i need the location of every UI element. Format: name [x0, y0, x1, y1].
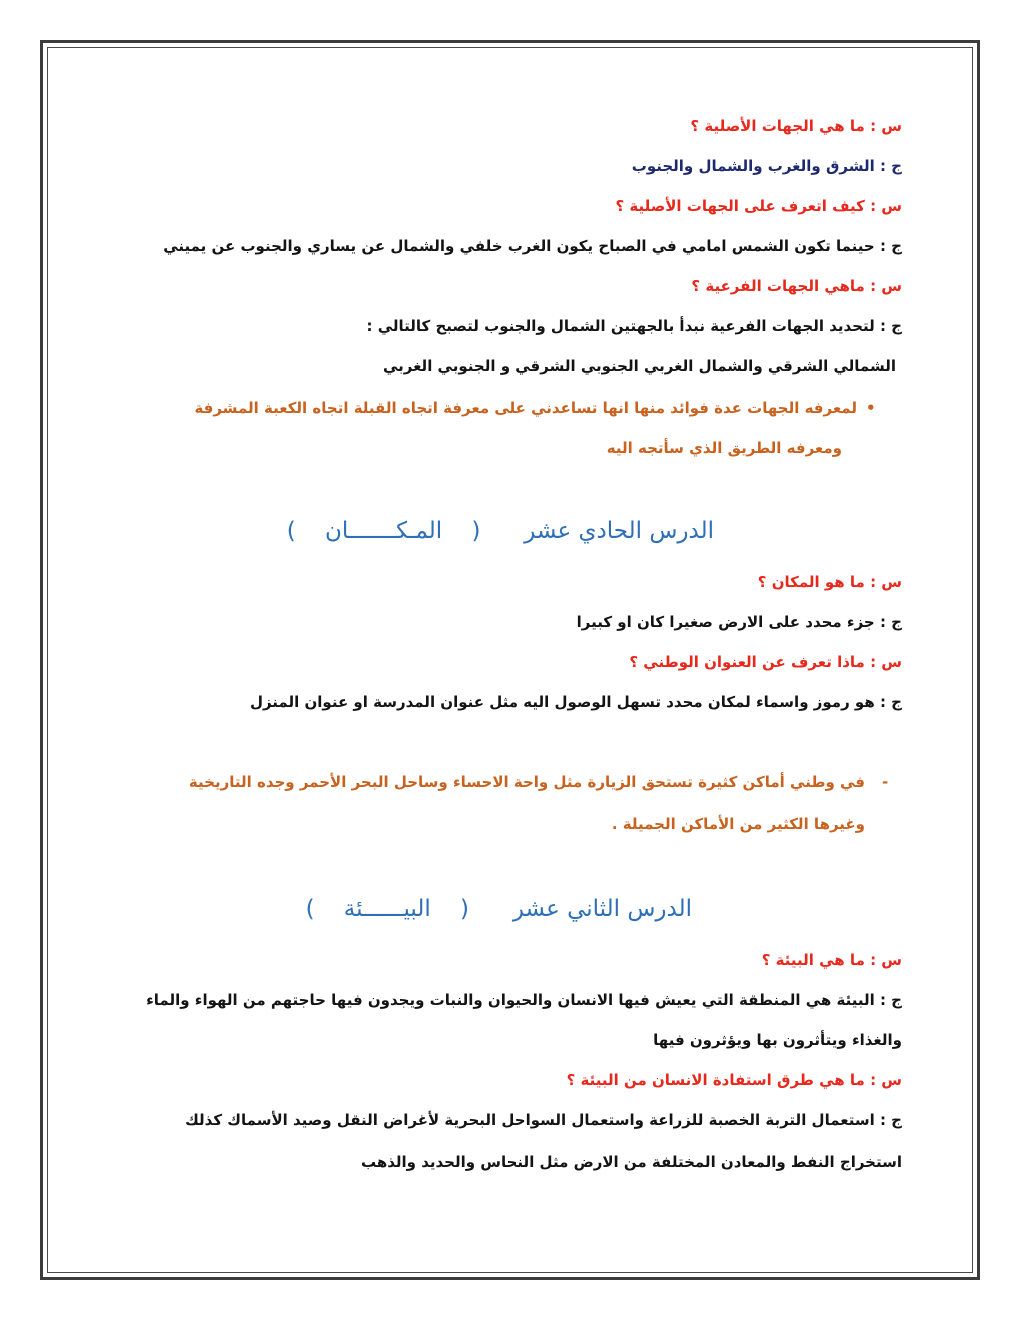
- question-main-directions: س : ما هي الجهات الأصلية ؟: [690, 117, 902, 135]
- answer-environment-benefits-line1: ج : استعمال التربة الخصبة للزراعة واستعمال السواحل البحرية لأغراض النقل وصيد الأسماك كذلك: [185, 1111, 902, 1129]
- bullet-marker: •: [866, 399, 876, 417]
- lesson-11-title: الدرس الحادي عشر ( المـكـــــــان ): [286, 518, 714, 544]
- dash-marker: -: [882, 773, 889, 791]
- answer-main-directions: ج : الشرق والغرب والشمال والجنوب: [631, 157, 902, 175]
- answer-national-address: ج : هو رموز واسماء لمكان محدد تسهل الوصول اليه مثل عنوان المدرسة او عنوان المنزل: [249, 693, 902, 711]
- note-places-to-visit-line1: في وطني أماكن كثيرة تستحق الزيارة مثل واحة الاحساء وساحل البحر الأحمر وجده التاريخية: [188, 773, 865, 791]
- answer-how-know-directions: ج : حينما تكون الشمس امامي في الصباح يكون الغرب خلفي والشمال عن يساري والجنوب عن يميني: [163, 237, 902, 255]
- lesson-12-title: الدرس الثاني عشر ( البيــــــئة ): [305, 896, 692, 922]
- answer-environment-benefits-line2: استخراج النفط والمعادن المختلفة من الارض مثل النحاس والحديد والذهب: [360, 1153, 902, 1171]
- answer-sub-directions: ج : لتحديد الجهات الفرعية نبدأ بالجهتين الشمال والجنوب لتصبح كالتالي :: [366, 317, 902, 335]
- note-directions-benefits-line1: لمعرفه الجهات عدة فوائد منها انها تساعدني على معرفة اتجاه القبلة اتجاه الكعبة المشرفة: [194, 399, 857, 417]
- question-national-address: س : ماذا تعرف عن العنوان الوطني ؟: [629, 653, 902, 671]
- note-places-to-visit-line2: وغيرها الكثير من الأماكن الجميلة .: [611, 815, 865, 833]
- question-how-know-directions: س : كيف اتعرف على الجهات الأصلية ؟: [615, 197, 902, 215]
- question-what-is-place: س : ما هو المكان ؟: [757, 573, 902, 591]
- answer-what-is-place: ج : جزء محدد على الارض صغيرا كان او كبيرا: [576, 613, 902, 631]
- question-what-is-environment: س : ما هي البيئة ؟: [761, 951, 902, 969]
- note-directions-benefits-line2: ومعرفه الطريق الذي سأتجه اليه: [606, 439, 842, 457]
- answer-what-is-environment-line1: ج : البيئة هي المنطقة التي يعيش فيها الانسان والحيوان والنبات ويجدون فيها حاجتهم من الهواء والماء: [146, 991, 902, 1009]
- question-environment-benefits: س : ما هي طرق استفادة الانسان من البيئة ؟: [566, 1071, 902, 1089]
- answer-what-is-environment-line2: والغذاء ويتأثرون بها ويؤثرون فيها: [653, 1031, 902, 1049]
- question-sub-directions: س : ماهي الجهات الفرعية ؟: [691, 277, 902, 295]
- sub-directions-list: الشمالي الشرقي والشمال الغربي الجنوبي الشرقي و الجنوبي الغربي: [382, 357, 896, 375]
